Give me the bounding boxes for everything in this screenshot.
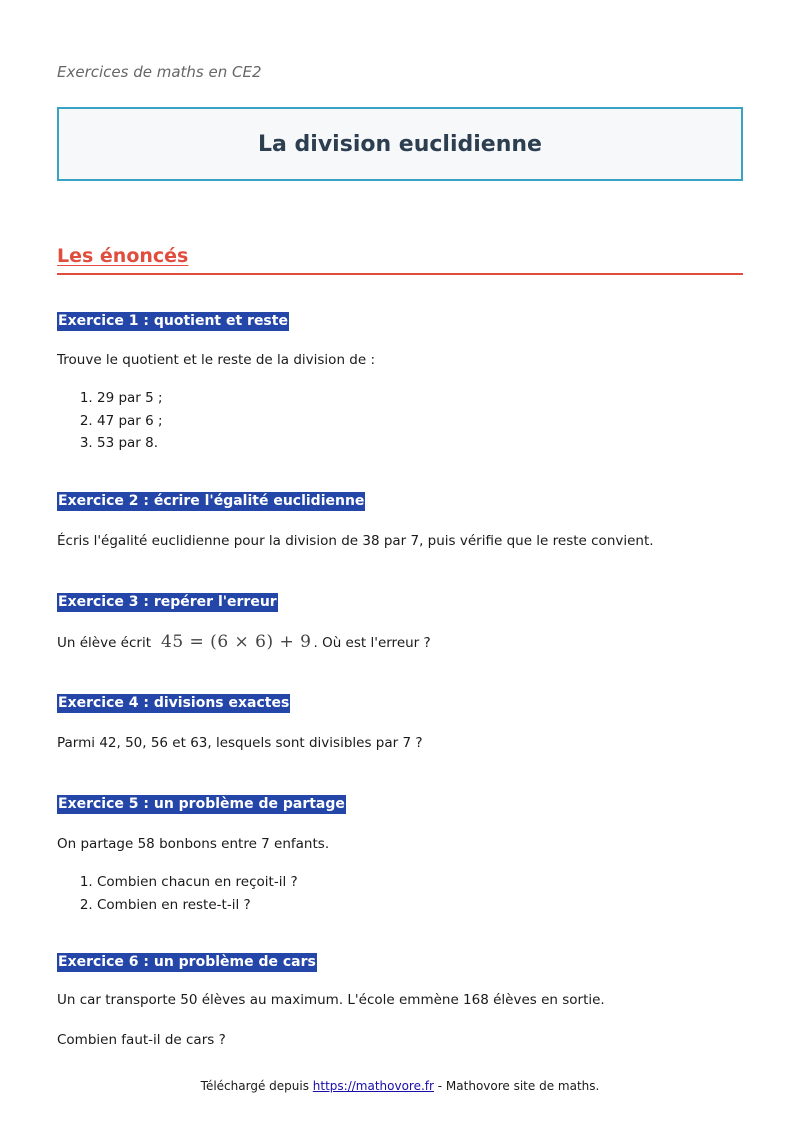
exercise-3-text xyxy=(57,630,431,655)
exercise-2-text: Écris l'égalité euclidienne pour la division de 38 par 7, puis vérifie que le reste convient. xyxy=(57,533,654,549)
footer-prefix: Téléchargé depuis xyxy=(200,1079,309,1093)
exercise-5-list xyxy=(77,871,298,916)
document-subtitle: Exercices de maths en CE2 xyxy=(57,63,262,81)
list-item: 1. 29 par 5 ; xyxy=(97,387,163,410)
exercise-5-title: Exercice 5 : un problème de partage xyxy=(58,796,345,812)
section-heading: Les énoncés xyxy=(57,245,743,275)
exercise-3-text-after: . Où est l'erreur ? xyxy=(313,635,431,651)
exercise-4-title: Exercice 4 : divisions exactes xyxy=(58,695,290,711)
exercise-3-text-before: Un élève écrit xyxy=(57,635,151,651)
exercise-5-text: On partage 58 bonbons entre 7 enfants. xyxy=(57,836,330,852)
exercise-4-text: Parmi 42, 50, 56 et 63, lesquels sont divisibles par 7 ? xyxy=(57,735,423,751)
math-expression: 45 = (6 × 6) + 9 xyxy=(161,632,312,652)
exercise-1-title: Exercice 1 : quotient et reste xyxy=(58,313,288,329)
exercise-6-question: Combien faut-il de cars ? xyxy=(57,1032,226,1048)
list-item: 1. Combien chacun en reçoit-il ? xyxy=(97,871,298,894)
exercise-1-list xyxy=(77,387,163,455)
exercise-2-title: Exercice 2 : écrire l'égalité euclidienne xyxy=(58,493,365,509)
footer xyxy=(0,1079,800,1093)
exercise-6-title: Exercice 6 : un problème de cars xyxy=(58,954,316,970)
exercise-3-title: Exercice 3 : repérer l'erreur xyxy=(58,594,277,610)
list-item: 2. Combien en reste-t-il ? xyxy=(97,894,298,917)
list-item: 2. 47 par 6 ; xyxy=(97,410,163,433)
list-item: 3. 53 par 8. xyxy=(97,432,163,455)
footer-link[interactable]: https://mathovore.fr xyxy=(312,1079,434,1093)
title-box xyxy=(57,107,743,181)
footer-suffix: - Mathovore site de maths. xyxy=(433,1079,600,1093)
exercise-1-text: Trouve le quotient et le reste de la division de : xyxy=(57,352,376,368)
page-title: La division euclidienne xyxy=(258,131,542,157)
exercise-6-text: Un car transporte 50 élèves au maximum. L'école emmène 168 élèves en sortie. xyxy=(57,992,605,1008)
